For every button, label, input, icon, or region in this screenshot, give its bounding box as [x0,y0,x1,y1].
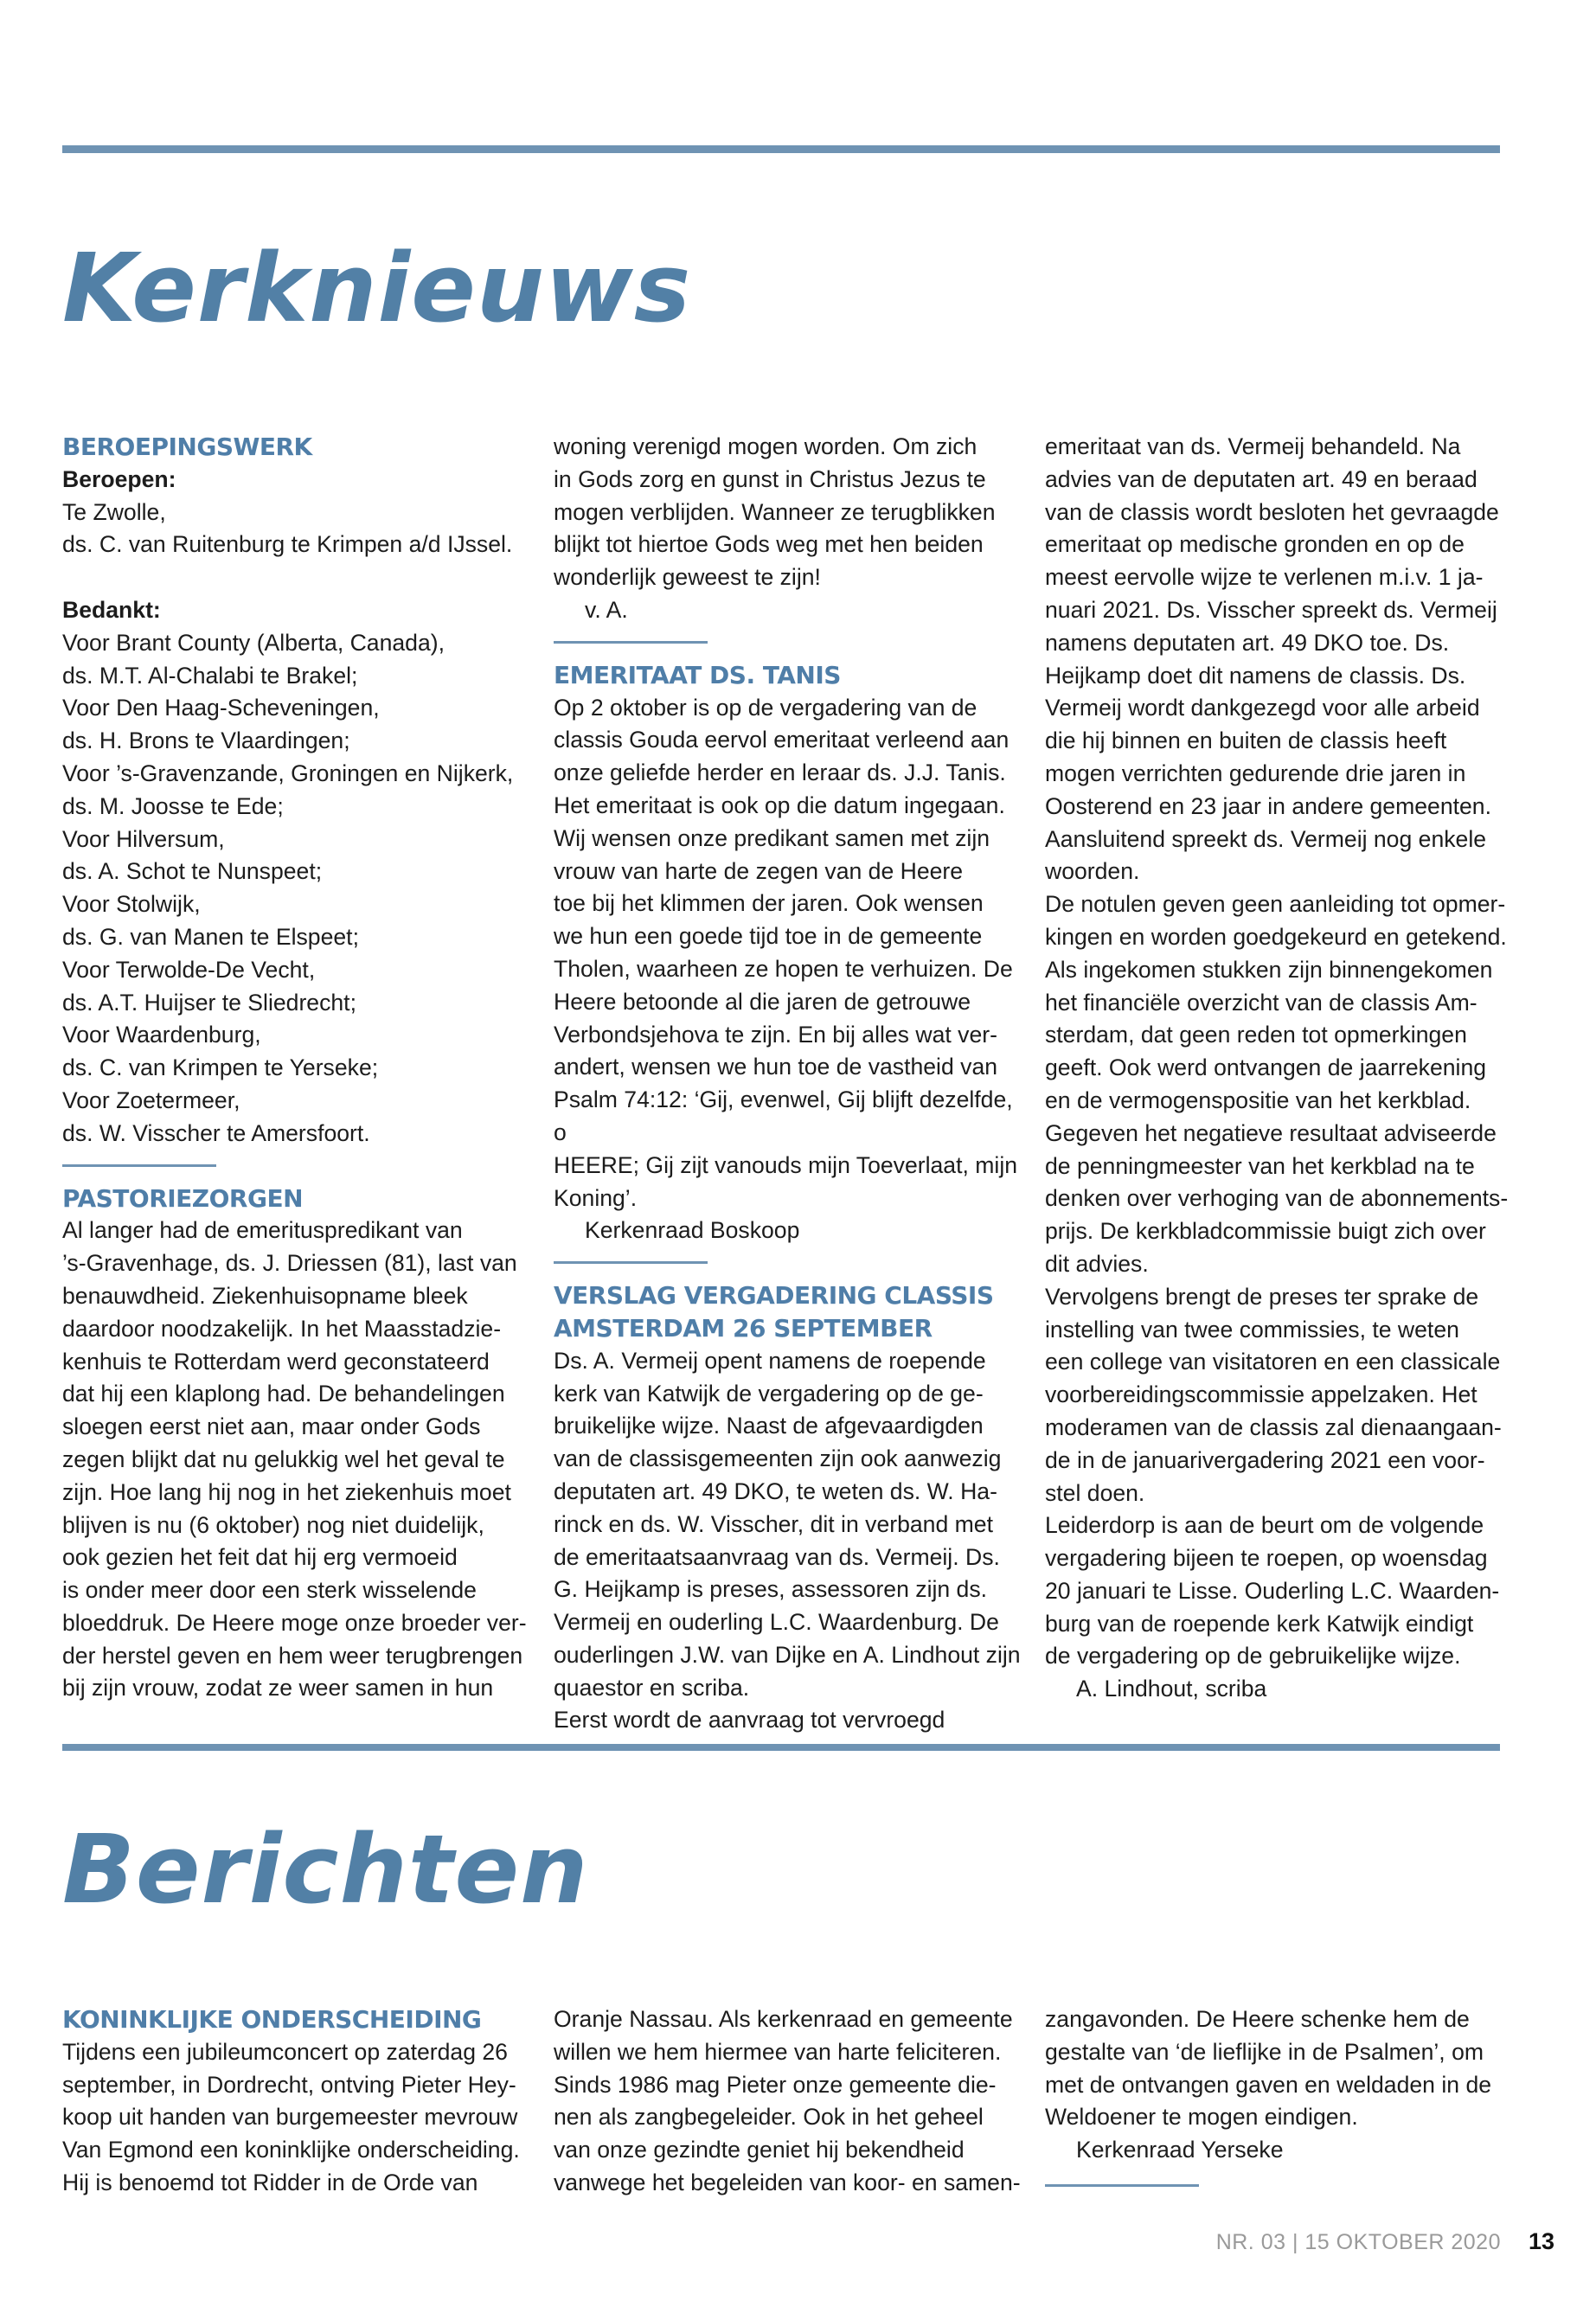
heading-pastoriezorgen: PASTORIEZORGEN [62,1183,304,1213]
text-line: Koning’. [554,1184,638,1211]
onderscheiding-text-end [1045,2003,1512,2134]
text-line: Het emeritaat is ook op die datum ingegaan. [554,792,1005,818]
text-line: koop uit handen van burgemeester mevrouw [62,2104,518,2131]
spacer [62,561,529,594]
heading-emeritaat: EMERITAAT DS. TANIS [554,660,841,689]
text-line: wonderlijk geweest te zijn! [554,564,821,591]
text-line: Oranje Nassau. Als kerkenraad en gemeente [554,2006,1013,2032]
text-line: ds. G. van Manen te Elspeet; [62,923,359,950]
text-line: ouderlingen J.W. van Dijke en A. Lindhout zijn [554,1641,1021,1668]
text-line: 20 januari te Lisse. Ouderling L.C. Waarden- [1045,1577,1500,1604]
pastoriezorgen-text-continued [554,431,1021,594]
section-title-berichten: Berichten [62,1814,589,1925]
text-line: een college van visitatoren en een classicale [1045,1349,1501,1375]
text-line: woorden. [1045,858,1140,885]
text-line: Voor Den Haag-Scheveningen, [62,695,380,721]
text-line: ds. A. Schot te Nunspeet; [62,858,323,885]
heading-koninklijke-onderscheiding: KONINKLIJKE ONDERSCHEIDING [62,2005,482,2034]
text-line: die hij binnen en buiten de classis heeft [1045,727,1447,754]
text-line: de penningmeester van het kerkblad na te [1045,1152,1475,1179]
section-separator [1045,2184,1199,2187]
text-line: de emeritaatsaanvraag van ds. Vermeij. Ds. [554,1543,1000,1570]
signature-pastoriezorgen: v. A. [585,596,628,623]
onderscheiding-text [62,2036,529,2200]
text-line: blijven is nu (6 oktober) nog niet duidelijk, [62,1511,484,1538]
kerknieuws-column-1 [62,431,529,1705]
text-line: stel doen. [1045,1479,1145,1506]
text-line: van onze gezindte geniet hij bekendheid [554,2137,965,2163]
text-line: ook gezien het feit dat hij erg vermoeid [62,1544,458,1571]
text-line: ds. A.T. Huijser te Sliedrecht; [62,989,356,1016]
section-separator [554,641,708,644]
beroepen-label: Beroepen: [62,465,176,492]
verslag-text [554,1345,1021,1738]
text-line: Wij wensen onze predikant samen met zijn [554,824,990,851]
text-line: met de ontvangen gaven en weldaden in de [1045,2071,1492,2098]
text-line: nen als zangbegeleider. Ook in het geheel [554,2104,984,2131]
text-line: vrouw van harte de zegen van de Heere [554,857,964,884]
text-line: De notulen geven geen aanleiding tot opmer- [1045,891,1506,918]
text-line: deputaten art. 49 DKO, te weten ds. W. Ha- [554,1477,997,1504]
text-line: Voor Zoetermeer, [62,1086,240,1113]
text-line: Voor Hilversum, [62,825,225,852]
berichten-column-1 [62,2003,529,2200]
text-line: Hij is benoemd tot Ridder in de Orde van [62,2169,478,2195]
text-line: Sinds 1986 mag Pieter onze gemeente die- [554,2071,997,2098]
text-line: Te Zwolle, [62,498,166,525]
text-line: vanwege het begeleiden van koor- en samen- [554,2169,1021,2195]
text-line: rinck en ds. W. Visscher, dit in verband met [554,1510,993,1537]
text-line: sloegen eerst niet aan, maar onder Gods [62,1413,481,1440]
page-number: 13 [1528,2228,1554,2254]
text-line: is onder meer door een sterk wisselende [62,1577,477,1604]
heading-verslag-line2: AMSTERDAM 26 SEPTEMBER [554,1313,933,1343]
beroepen-list [62,497,529,562]
text-line: daardoor noodzakelijk. In het Maasstadzie- [62,1315,502,1342]
text-line: gestalte van ‘de lieflijke in de Psalmen’, om [1045,2038,1484,2065]
text-line: ds. C. van Ruitenburg te Krimpen a/d IJssel. [62,531,513,558]
text-line: Voor ’s-Gravenzande, Groningen en Nijkerk, [62,760,514,786]
text-line: Oosterend en 23 jaar in andere gemeenten. [1045,792,1491,819]
text-line: voorbereidingscommissie appelzaken. Het [1045,1381,1477,1408]
text-line: ds. M. Joosse te Ede; [62,792,284,819]
text-line: advies van de deputaten art. 49 en beraad [1045,465,1477,492]
text-line: Tijdens een jubileumconcert op zaterdag 26 [62,2038,508,2065]
signature-emeritaat: Kerkenraad Boskoop [585,1217,800,1244]
text-line: Psalm 74:12: ‘Gij, evenwel, Gij blijft dezelfde, o [554,1086,1013,1145]
text-line: blijkt tot hiertoe Gods weg met hen beiden [554,531,984,558]
text-line: ds. H. Brons te Vlaardingen; [62,727,350,754]
text-line: kenhuis te Rotterdam werd geconstateerd [62,1348,490,1375]
section-title-kerknieuws: Kerknieuws [62,233,692,343]
text-line: geeft. Ook werd ontvangen de jaarrekening [1045,1054,1487,1081]
text-line: G. Heijkamp is preses, assessoren zijn ds. [554,1576,988,1603]
text-line: instelling van twee commissies, te weten [1045,1316,1459,1343]
kerknieuws-column-3 [1045,431,1512,1706]
text-line: Tholen, waarheen ze hopen te verhuizen. De [554,955,1013,982]
text-line: ’s-Gravenhage, ds. J. Driessen (81), last van [62,1250,517,1277]
section-separator [62,1164,216,1167]
text-line: ds. C. van Krimpen te Yerseke; [62,1054,379,1081]
text-line: sterdam, dat geen reden tot opmerkingen [1045,1022,1467,1048]
text-line: de vergadering op de gebruikelijke wijze. [1045,1643,1461,1670]
text-line: Ds. A. Vermeij opent namens de roepende [554,1347,986,1374]
text-line: Heijkamp doet dit namens de classis. Ds. [1045,662,1466,689]
text-line: HEERE; Gij zijt vanouds mijn Toeverlaat, mijn [554,1151,1018,1178]
berichten-column-2 [554,2003,1021,2200]
heading-beroepingswerk: BEROEPINGSWERK [62,433,312,461]
text-line: Voor Terwolde-De Vecht, [62,956,316,983]
text-line: Heere betoonde al die jaren de getrouwe [554,988,971,1015]
heading-verslag-line1: VERSLAG VERGADERING CLASSIS [554,1281,994,1311]
text-line: Al langer had de emerituspredikant van [62,1217,463,1244]
text-line: Leiderdorp is aan de beurt om de volgende [1045,1512,1484,1539]
issue-info: NR. 03 | 15 OKTOBER 2020 [1215,2230,1501,2254]
signature-verslag: A. Lindhout, scriba [1076,1676,1267,1702]
onderscheiding-text-continued [554,2003,1021,2200]
text-line: willen we hem hiermee van harte feliciteren. [554,2038,1002,2065]
text-line: toe bij het klimmen der jaren. Ook wensen [554,890,984,917]
text-line: zegen blijkt dat nu gelukkig wel het geval te [62,1445,505,1472]
text-line: Gegeven het negatieve resultaat adviseerde [1045,1119,1497,1146]
emeritaat-text [554,692,1021,1215]
text-line: bij zijn vrouw, zodat ze weer samen in hun [62,1675,494,1702]
top-rule [62,145,1500,153]
text-line: dat hij een klaplong had. De behandelingen [62,1381,505,1407]
berichten-column-3 [1045,2003,1512,2202]
text-line: Voor Brant County (Alberta, Canada), [62,629,445,656]
text-line: kerk van Katwijk de vergadering op de ge- [554,1380,984,1407]
text-line: benauwdheid. Ziekenhuisopname bleek [62,1282,468,1309]
kerknieuws-column-2 [554,431,1021,1737]
text-line: Eerst wordt de aanvraag tot vervroegd [554,1707,945,1734]
text-line: Vermeij en ouderling L.C. Waardenburg. De [554,1609,999,1636]
text-line: denken over verhoging van de abonnements- [1045,1185,1509,1212]
text-line: emeritaat van ds. Vermeij behandeld. Na [1045,433,1461,459]
text-line: mogen verrichten gedurende drie jaren in [1045,760,1466,786]
text-line: van de classisgemeenten zijn ook aanwezig [554,1445,1002,1472]
text-line: ds. W. Visscher te Amersfoort. [62,1119,370,1146]
text-line: van de classis wordt besloten het gevraagde [1045,498,1499,525]
text-line: mogen verblijden. Wanneer ze terugblikken [554,498,996,525]
text-line: vergadering bijeen te roepen, op woensdag [1045,1545,1488,1572]
middle-rule [62,1744,1500,1751]
text-line: het financiële overzicht van de classis Am- [1045,989,1477,1016]
text-line: kingen en worden goedgekeurd en getekend. [1045,923,1507,950]
text-line: classis Gouda eervol emeritaat verleend aan [554,727,1010,753]
text-line: bloeddruk. De Heere moge onze broeder ver- [62,1609,527,1636]
text-line: dit advies. [1045,1250,1149,1277]
text-line: burg van de roepende kerk Katwijk eindigt [1045,1610,1474,1637]
text-line: Voor Waardenburg, [62,1022,261,1048]
text-line: woning verenigd mogen worden. Om zich [554,433,977,459]
text-line: emeritaat op medische gronden en op de [1045,531,1465,558]
verslag-text-continued [1045,431,1512,1673]
text-line: der herstel geven en hem weer terugbrengen [62,1642,523,1669]
text-line: andert, wensen we hun toe de vastheid van [554,1054,998,1080]
text-line: nuari 2021. Ds. Visscher spreekt ds. Vermeij [1045,596,1497,623]
section-separator [554,1261,708,1264]
text-line: namens deputaten art. 49 DKO toe. Ds. [1045,629,1450,656]
text-line: Van Egmond een koninklijke onderscheiding. [62,2137,520,2163]
text-line: moderamen van de classis zal dienaangaan- [1045,1413,1502,1440]
text-line: Weldoener te mogen eindigen. [1045,2104,1358,2131]
bedankt-list [62,627,529,1150]
text-line: prijs. De kerkbladcommissie buigt zich over [1045,1218,1486,1245]
signature-onderscheiding: Kerkenraad Yerseke [1076,2137,1284,2163]
text-line: we hun een goede tijd toe in de gemeente [554,923,983,950]
text-line: Verbondsjehova te zijn. En bij alles wat ver- [554,1021,997,1048]
text-line: quaestor en scriba. [554,1674,750,1701]
text-line: Als ingekomen stukken zijn binnengekomen [1045,956,1493,983]
text-line: in Gods zorg en gunst in Christus Jezus te [554,465,986,492]
bedankt-label: Bedankt: [62,596,161,623]
text-line: Aansluitend spreekt ds. Vermeij nog enkele [1045,825,1487,852]
pastoriezorgen-text [62,1215,529,1705]
text-line: Vervolgens brengt de preses ter sprake de [1045,1283,1479,1310]
text-line: de in de januarivergadering 2021 een voor- [1045,1446,1485,1473]
text-line: september, in Dordrecht, ontving Pieter Hey- [62,2071,516,2098]
text-line: meest eervolle wijze te verlenen m.i.v. 1 ja- [1045,564,1484,591]
text-line: zangavonden. De Heere schenke hem de [1045,2006,1470,2032]
text-line: onze geliefde herder en leraar ds. J.J. Tanis. [554,760,1006,786]
text-line: Vermeij wordt dankgezegd voor alle arbeid [1045,695,1480,721]
text-line: ds. M.T. Al-Chalabi te Brakel; [62,662,358,689]
text-line: zijn. Hoe lang hij nog in het ziekenhuis moet [62,1478,511,1505]
text-line: bruikelijke wijze. Naast de afgevaardigden [554,1413,984,1439]
text-line: Op 2 oktober is op de vergadering van de [554,694,977,721]
text-line: en de vermogenspositie van het kerkblad. [1045,1086,1471,1113]
text-line: Voor Stolwijk, [62,891,201,918]
